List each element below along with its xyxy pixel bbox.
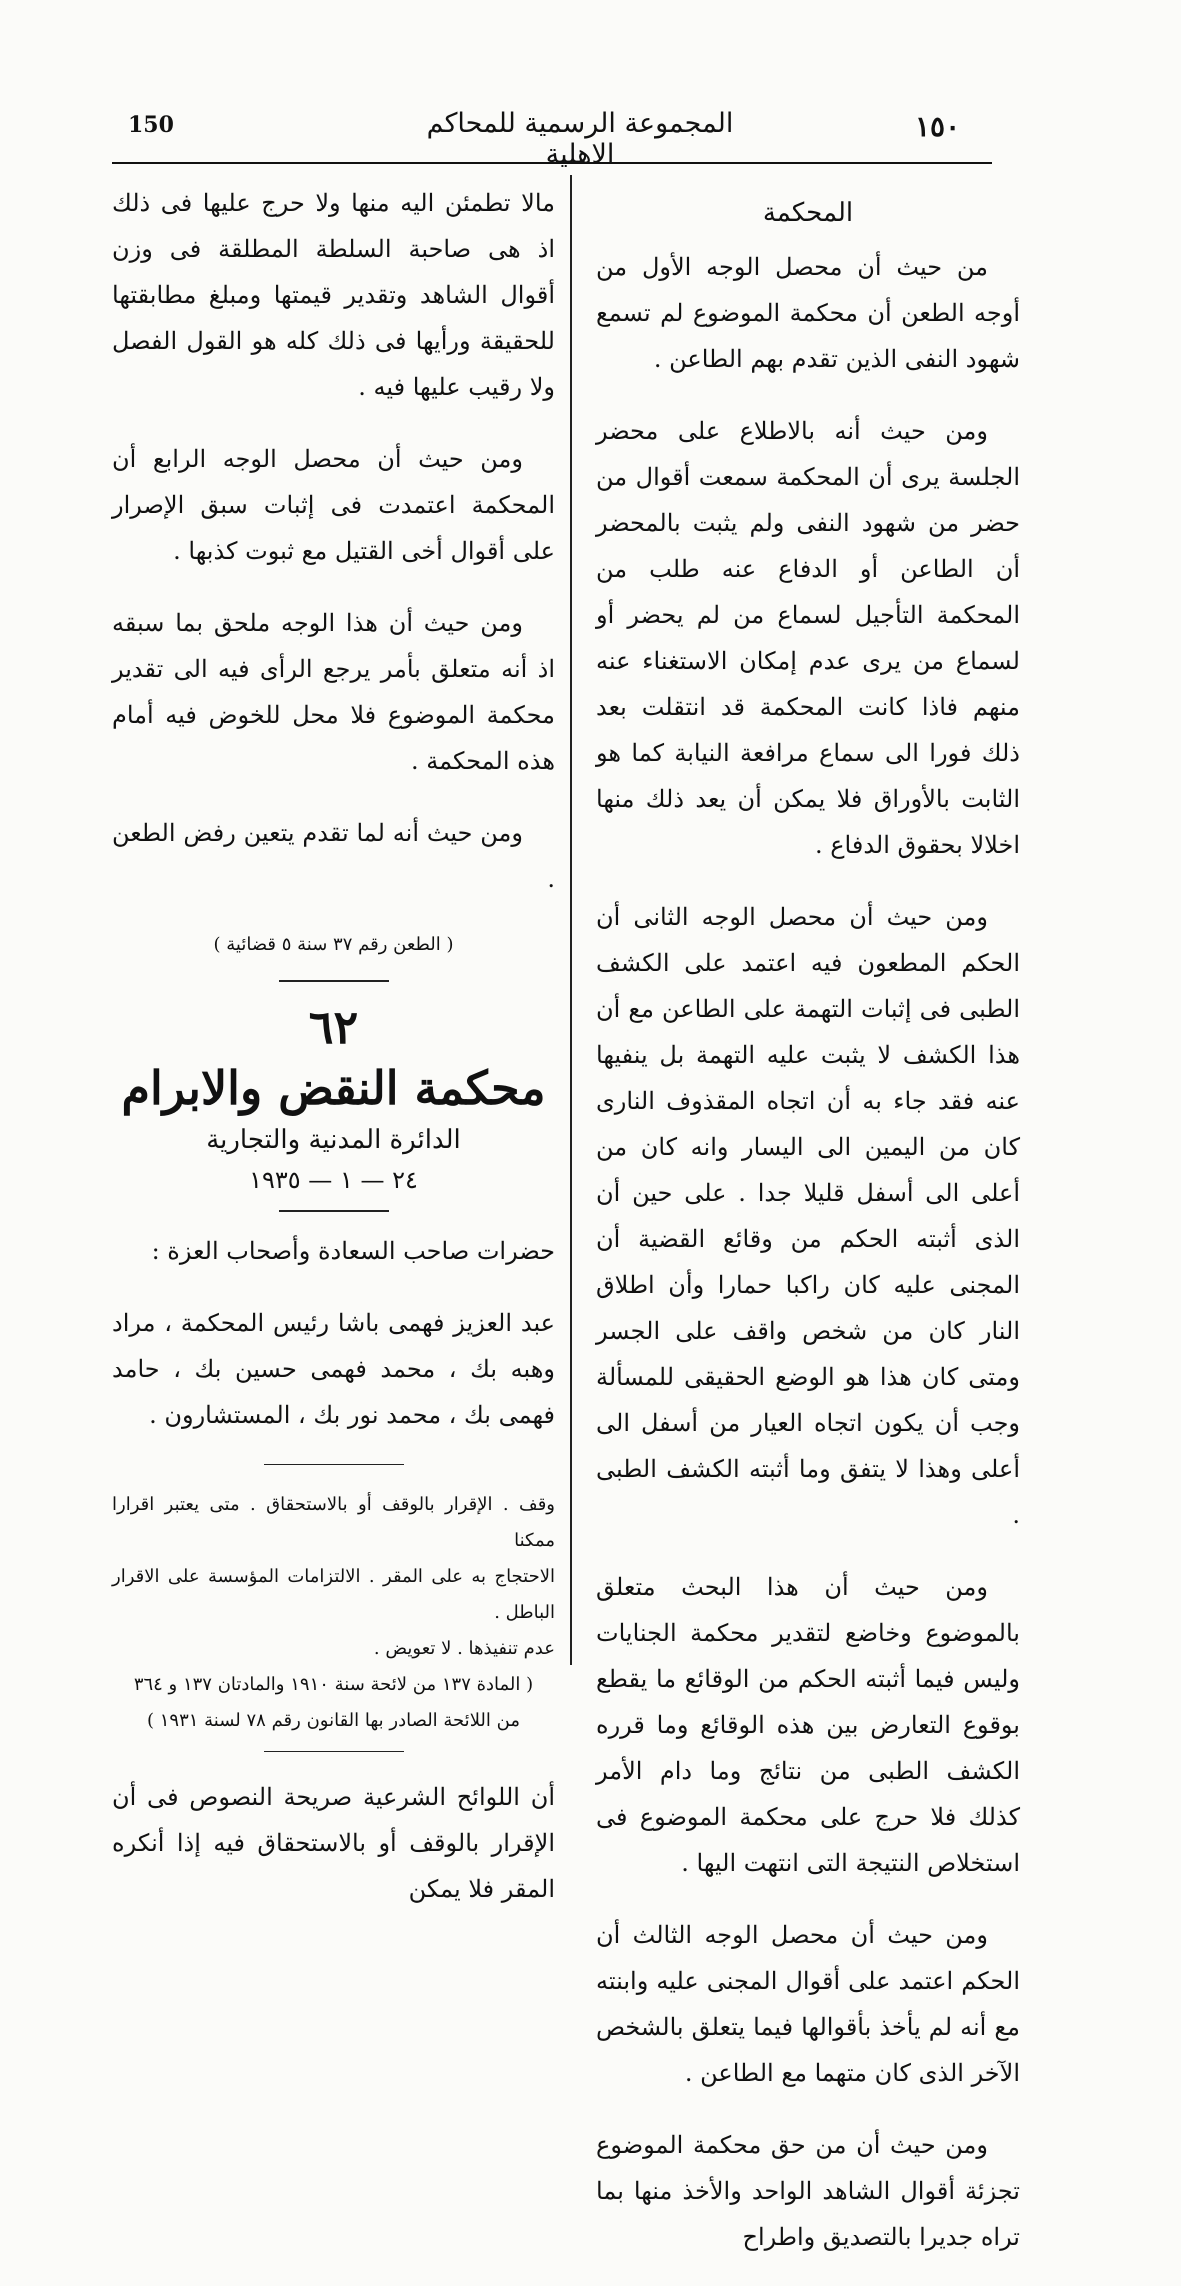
panel-intro: حضرات صاحب السعادة وأصحاب العزة : — [151, 1237, 555, 1265]
summary-line: الاحتجاج به على المقر . الالتزامات المؤسسة على الاقرار الباطل . — [112, 1566, 555, 1623]
court-circuit: الدائرة المدنية والتجارية — [206, 1125, 461, 1155]
divider — [264, 1751, 404, 1752]
running-title: المجموعة الرسمية للمحاكم الاهلية — [426, 108, 734, 170]
ruling-date: ٢٤ — ١ — ١٩٣٥ — [249, 1166, 418, 1194]
divider — [264, 1464, 404, 1465]
paragraph: ومن حيث أن محصل الوجه الثانى أن الحكم المطعون فيه اعتمد على الكشف الطبى فى إثبات التهمة على الطاعن مع أن هذا الكشف لا يثبت عليه التهمة بل ينفيها عنه فقد جاء به أن اتجاه المقذوف النارى كان من اليمين الى اليسار وانه كان من أعلى الى أسفل قليلا جدا . على حين أن الذى أثبته الحكم من وقائع القضية أن المجنى عليه كان راكبا حمارا وأن اطلاق النار كان من شخص واقف على الجسر ومتى كان هذا هو الوضع الحقيقى للمسألة وجب أن يكون اتجاه العيار من أسفل الى أعلى وهذا لا يتفق وما أثبته الكشف الطبى . — [596, 903, 1021, 1529]
paragraph: ومن حيث أن هذا البحث متعلق بالموضوع وخاضع لتقدير محكمة الجنايات وليس فيما أثبته الحكم من الوقائع ما يقطع بوقوع التعارض بين هذه الوقائع وما قرره الكشف الطبى من نتائج وما دام الأمر كذلك فلا حرج على محكمة الموضوع فى استخلاص النتيجة التى انتهت اليها . — [596, 1573, 1020, 1877]
column-divider — [570, 175, 572, 1665]
page-number-arabic: ١٥٠ — [915, 110, 961, 143]
paragraph: ومن حيث أن هذا الوجه ملحق بما سبقه اذ أنه متعلق بأمر يرجع الرأى فيه الى تقدير محكمة الموضوع فلا محل للخوض فيه أمام هذه المحكمة . — [112, 609, 555, 775]
header-rule — [112, 162, 992, 164]
paragraph: ومن حيث أن محصل الوجه الثالث أن الحكم اعتمد على أقوال المجنى عليه وابنته مع أنه لم يأخذ بأقوالها فيما يتعلق بالشخص الآخر الذى كان متهما مع الطاعن . — [596, 1921, 1020, 2087]
section-heading: المحكمة — [762, 198, 854, 228]
paragraph: ومن حيث أنه بالاطلاع على محضر الجلسة يرى أن المحكمة سمعت أقوال من حضر من شهود النفى ولم يثبت بالمحضر أن الطاعن أو الدفاع عنه طلب من المحكمة التأجيل لسماع من لم يحضر أو لسماع من يرى عدم إمكان الاستغناء عنه منهم فاذا كانت المحكمة قد انتقلت بعد ذلك فورا الى سماع مرافعة النيابة كما هو الثابت بالأوراق فلا يمكن أن يعد ذلك منها اخلالا بحقوق الدفاع . — [596, 417, 1020, 859]
paragraph: من حيث أن محصل الوجه الأول من أوجه الطعن أن محكمة الموضوع لم تسمع شهود النفى الذين تقدم بهم الطاعن . — [596, 253, 1020, 373]
page-number-latin: 150 — [128, 112, 174, 138]
divider — [279, 980, 389, 982]
left-column — [112, 180, 555, 1938]
paragraph: مالا تطمئن اليه منها ولا حرج عليها فى ذلك اذ هى صاحبة السلطة المطلقة فى وزن أقوال الشاهد وتقدير قيمتها ومبلغ مطابقتها للحقيقة ورأيها فى ذلك كله هو القول الفصل ولا رقيب عليها فيه . — [112, 189, 555, 401]
law-reference: من اللائحة الصادر بها القانون رقم ٧٨ لسنة ١٩٣١ ) — [147, 1710, 520, 1731]
case-summary — [112, 1487, 555, 1739]
panel-members: عبد العزيز فهمى باشا رئيس المحكمة ، مراد وهبه بك ، محمد فهمى حسين بك ، حامد فهمى بك ، محمد نور بك ، المستشارون . — [112, 1309, 555, 1429]
divider — [279, 1210, 389, 1212]
law-reference: ( المادة ١٣٧ من لائحة سنة ١٩١٠ والمادتان ١٣٧ و ٣٦٤ — [133, 1674, 534, 1695]
case-number: ٦٢ — [308, 1000, 359, 1054]
paragraph: أن اللوائح الشرعية صريحة النصوص فى أن الإقرار بالوقف أو بالاستحقاق فيه إذا أنكره المقر فلا يمكن — [112, 1783, 555, 1903]
paragraph: ومن حيث أن محصل الوجه الرابع أن المحكمة اعتمدت فى إثبات سبق الإصرار على أقوال أخى القتيل مع ثبوت كذبها . — [112, 445, 555, 565]
summary-line: وقف . الإقرار بالوقف أو بالاستحقاق . متى يعتبر اقرارا ممكنا — [112, 1494, 555, 1551]
paragraph: ومن حيث أنه لما تقدم يتعين رفض الطعن . — [112, 819, 555, 893]
paragraph: ومن حيث أن من حق محكمة الموضوع تجزئة أقوال الشاهد الواحد والأخذ منها بما تراه جديرا بالتصديق واطراح — [596, 2131, 1020, 2251]
right-column — [596, 190, 1020, 2286]
case-citation: ( الطعن رقم ٣٧ سنة ٥ قضائية ) — [213, 934, 454, 955]
summary-line: عدم تنفيذها . لا تعويض . — [373, 1638, 555, 1659]
court-name: محكمة النقض والابرام — [121, 1061, 546, 1115]
